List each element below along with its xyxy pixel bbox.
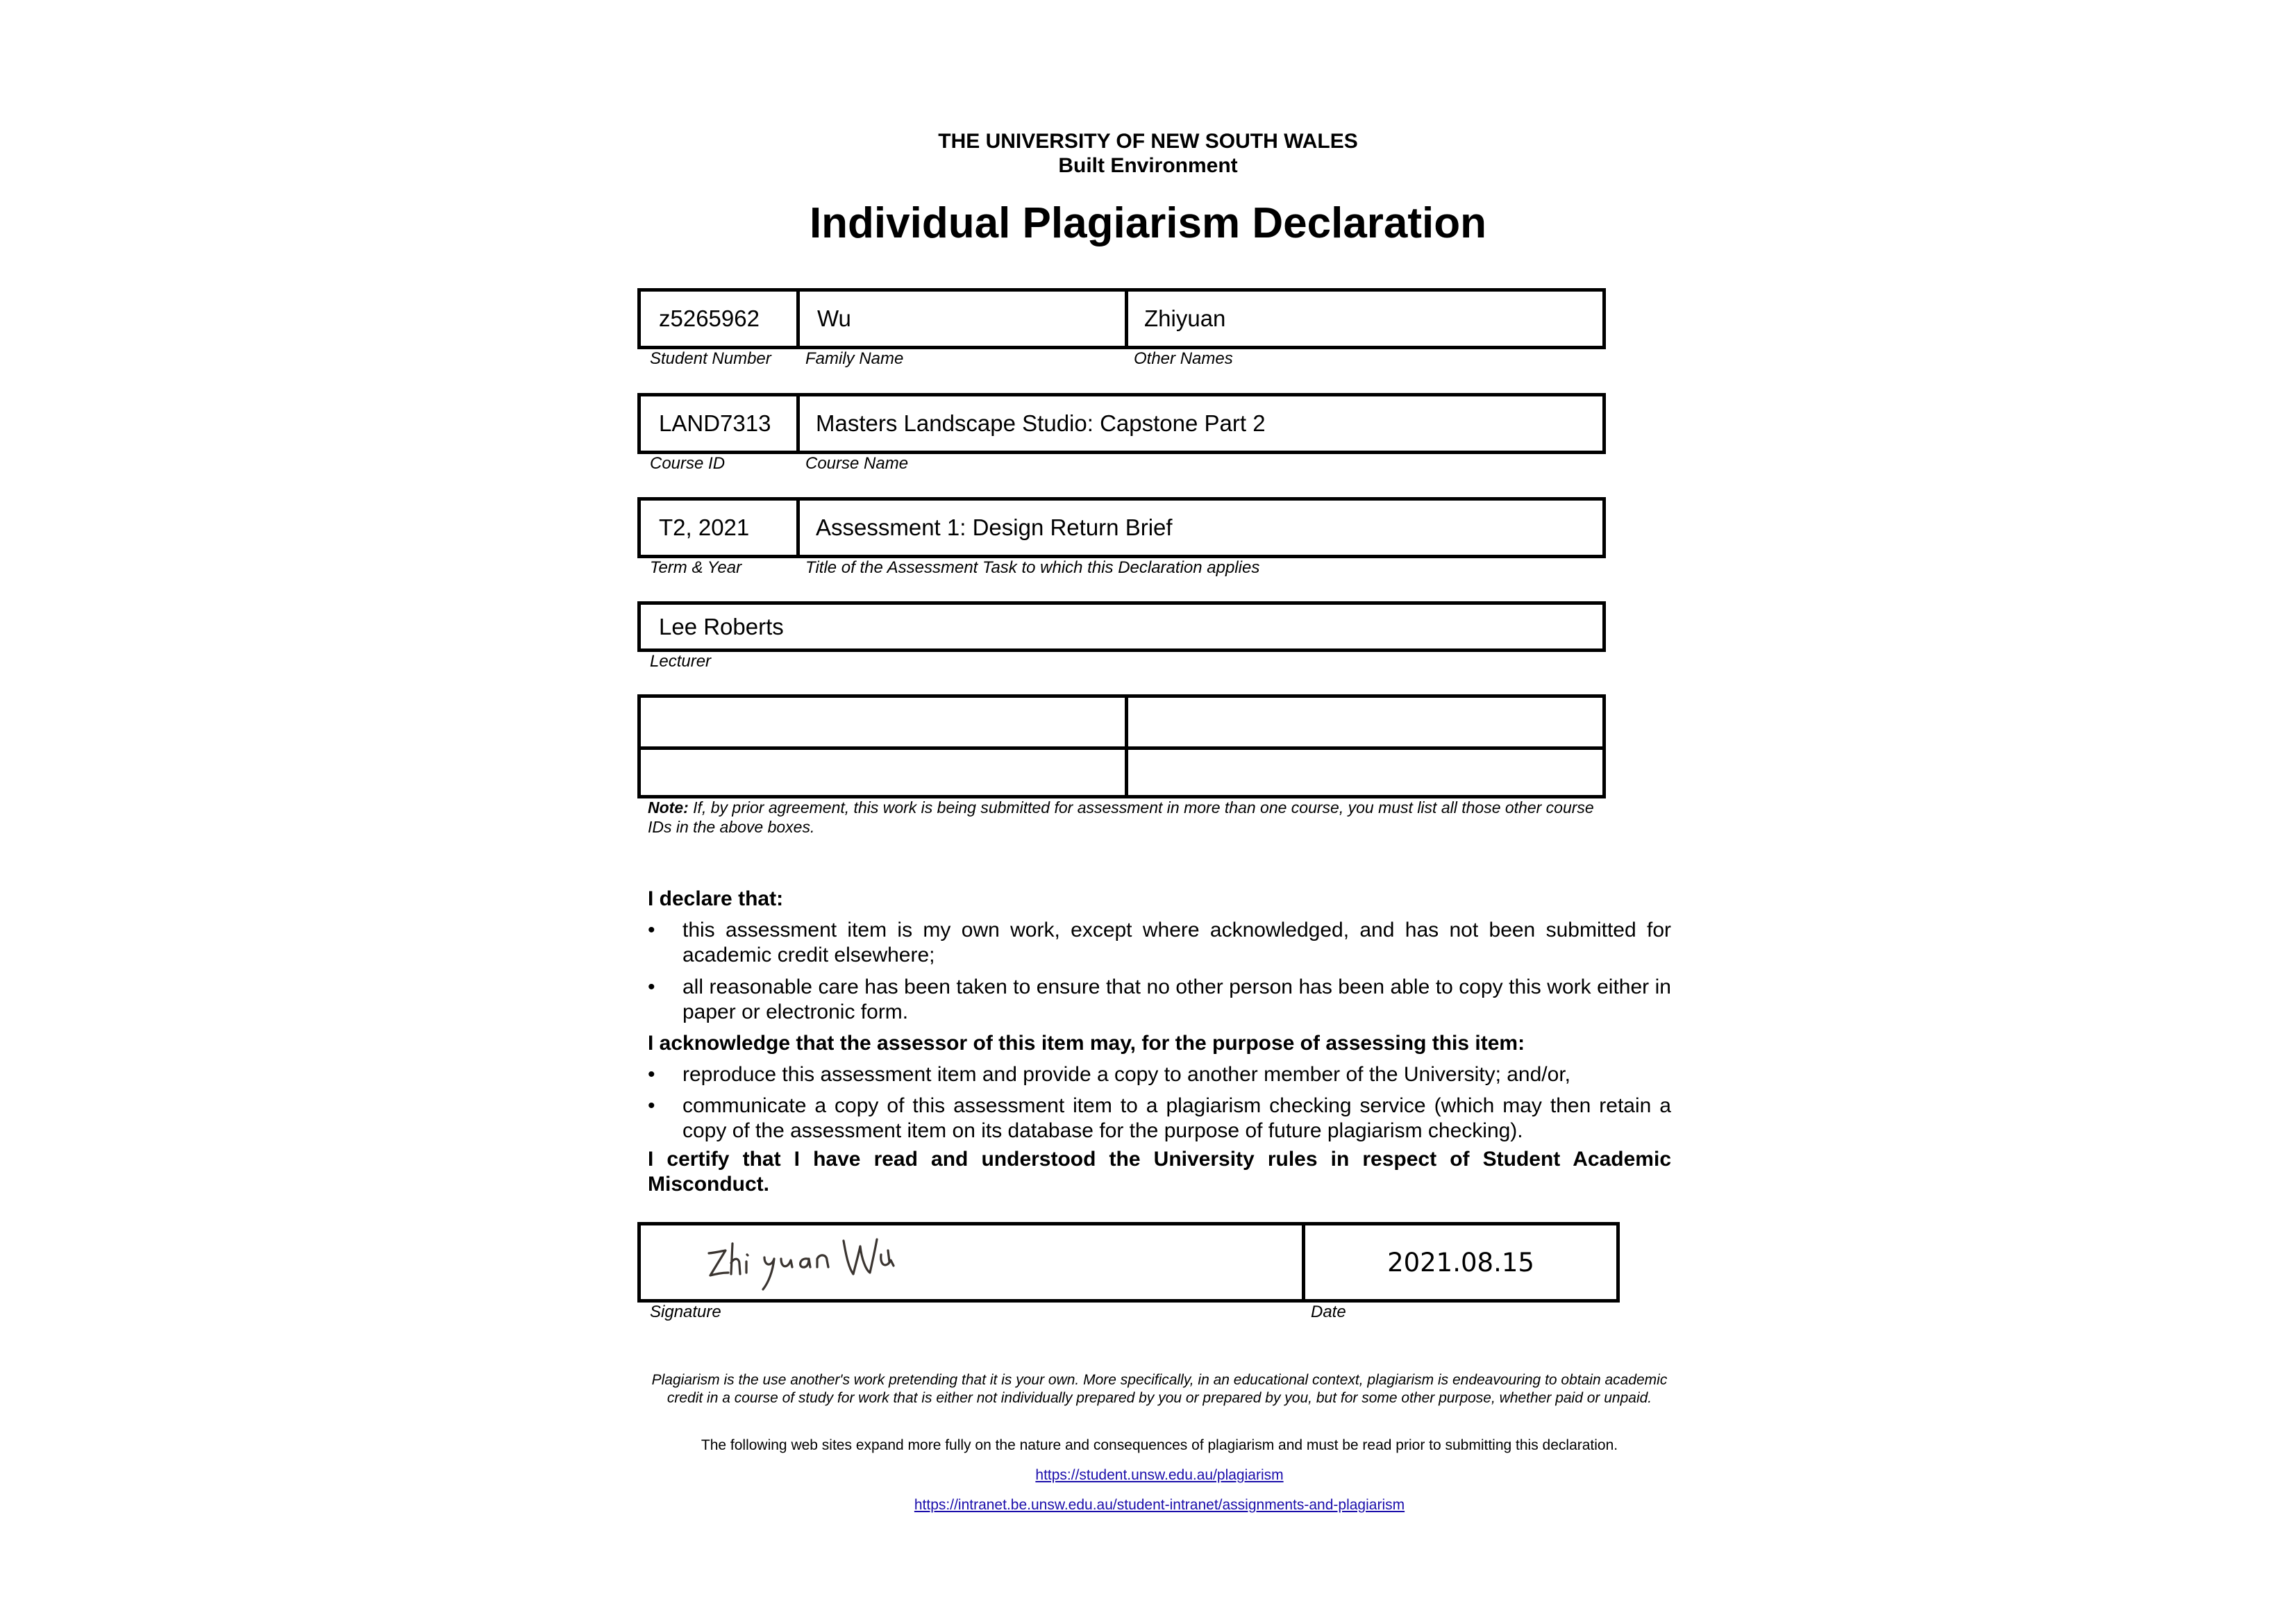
student-number-caption: Student Number — [650, 349, 771, 368]
lecturer-box — [637, 601, 1606, 652]
list-item — [648, 1094, 1671, 1144]
bullet-icon: • — [648, 1063, 655, 1086]
course-id-field[interactable] — [641, 396, 796, 451]
course-name-value: Masters Landscape Studio: Capstone Part 2 — [816, 410, 1266, 436]
signature-date-box — [637, 1222, 1620, 1303]
lecturer-value: Lee Roberts — [659, 613, 784, 639]
note-text: If, by prior agreement, this work is being submitted for assessment in more than one course, you must list all those other course IDs in the above boxes. — [648, 798, 1594, 836]
plagiarism-definition: Plagiarism is the use another's work pretending that it is your own. More specifically, in an educational context, plagiarism is endeavouring to obtain academic credit in a course of study for work that is either not individually prepared by you or prepared by you, but for some other purpose, whether paid or unpaid. — [651, 1372, 1668, 1406]
course-id-value: LAND7313 — [659, 410, 771, 436]
other-course-cell[interactable] — [1125, 746, 1602, 795]
list-item — [648, 1062, 1671, 1087]
certify-statement: I certify that I have read and understood the University rules in respect of Student Academic Misconduct. — [648, 1148, 1671, 1196]
university-name: THE UNIVERSITY OF NEW SOUTH WALES — [938, 130, 1358, 153]
plagiarism-link-student[interactable]: https://student.unsw.edu.au/plagiarism — [1035, 1467, 1284, 1483]
other-names-field[interactable] — [1125, 292, 1602, 346]
other-names-value: Zhiyuan — [1144, 305, 1226, 331]
date-field[interactable] — [1302, 1225, 1616, 1299]
term-year-caption: Term & Year — [650, 558, 742, 577]
course-name-field[interactable] — [796, 396, 1602, 451]
declare-item: all reasonable care has been taken to ensure that no other person has been able to copy this work either in paper or electronic form. — [682, 976, 1671, 1023]
student-details-box — [637, 288, 1606, 349]
assessment-details-box — [637, 497, 1606, 558]
other-course-cell[interactable] — [641, 746, 1125, 795]
other-course-cell[interactable] — [1125, 698, 1602, 746]
lecturer-caption: Lecturer — [650, 652, 712, 671]
term-year-field[interactable] — [641, 501, 796, 555]
course-id-caption: Course ID — [650, 454, 726, 473]
list-item — [648, 975, 1671, 1025]
handwritten-signature — [695, 1230, 987, 1296]
faculty-name: Built Environment — [1058, 154, 1238, 177]
acknowledge-item: reproduce this assessment item and provide a copy to another member of the University; and/or, — [682, 1063, 1570, 1086]
other-courses-grid — [637, 694, 1606, 798]
signature-caption: Signature — [650, 1303, 721, 1321]
websites-note: The following web sites expand more fully on the nature and consequences of plagiarism and must be read prior to submitting this declaration. — [701, 1437, 1618, 1453]
course-name-caption: Course Name — [805, 454, 909, 473]
bullet-icon: • — [648, 1094, 655, 1117]
family-name-field[interactable] — [796, 292, 1125, 346]
term-year-value: T2, 2021 — [659, 514, 750, 540]
note-label: Note: — [648, 798, 689, 817]
list-item — [648, 918, 1671, 968]
course-details-box — [637, 393, 1606, 454]
bullet-icon: • — [648, 919, 655, 941]
family-name-value: Wu — [817, 305, 851, 331]
acknowledge-heading: I acknowledge that the assessor of this item may, for the purpose of assessing this item: — [648, 1032, 1525, 1055]
acknowledge-item: communicate a copy of this assessment item to a plagiarism checking service (which may then retain a copy of the assessment item on its database for the purpose of future plagiarism checking). — [682, 1094, 1671, 1142]
assessment-title-value: Assessment 1: Design Return Brief — [816, 514, 1173, 540]
student-number-value: z5265962 — [659, 305, 760, 331]
assessment-title-field[interactable] — [796, 501, 1602, 555]
bullet-icon: • — [648, 976, 655, 998]
declare-item: this assessment item is my own work, except where acknowledged, and has not been submitted for academic credit elsewhere; — [682, 919, 1671, 966]
family-name-caption: Family Name — [805, 349, 904, 368]
other-course-cell[interactable] — [641, 698, 1125, 746]
student-number-field[interactable] — [641, 292, 796, 346]
signature-field[interactable] — [641, 1225, 1302, 1299]
lecturer-field[interactable] — [641, 605, 1602, 648]
date-caption: Date — [1311, 1303, 1346, 1321]
date-value: 2021.08.15 — [1387, 1247, 1534, 1278]
declare-heading: I declare that: — [648, 887, 784, 910]
assessment-title-caption: Title of the Assessment Task to which this Declaration applies — [805, 558, 1260, 577]
multi-course-note — [648, 798, 1599, 837]
page-title: Individual Plagiarism Declaration — [809, 199, 1487, 247]
other-names-caption: Other Names — [1134, 349, 1233, 368]
plagiarism-link-intranet[interactable]: https://intranet.be.unsw.edu.au/student-intranet/assignments-and-plagiarism — [914, 1497, 1405, 1513]
